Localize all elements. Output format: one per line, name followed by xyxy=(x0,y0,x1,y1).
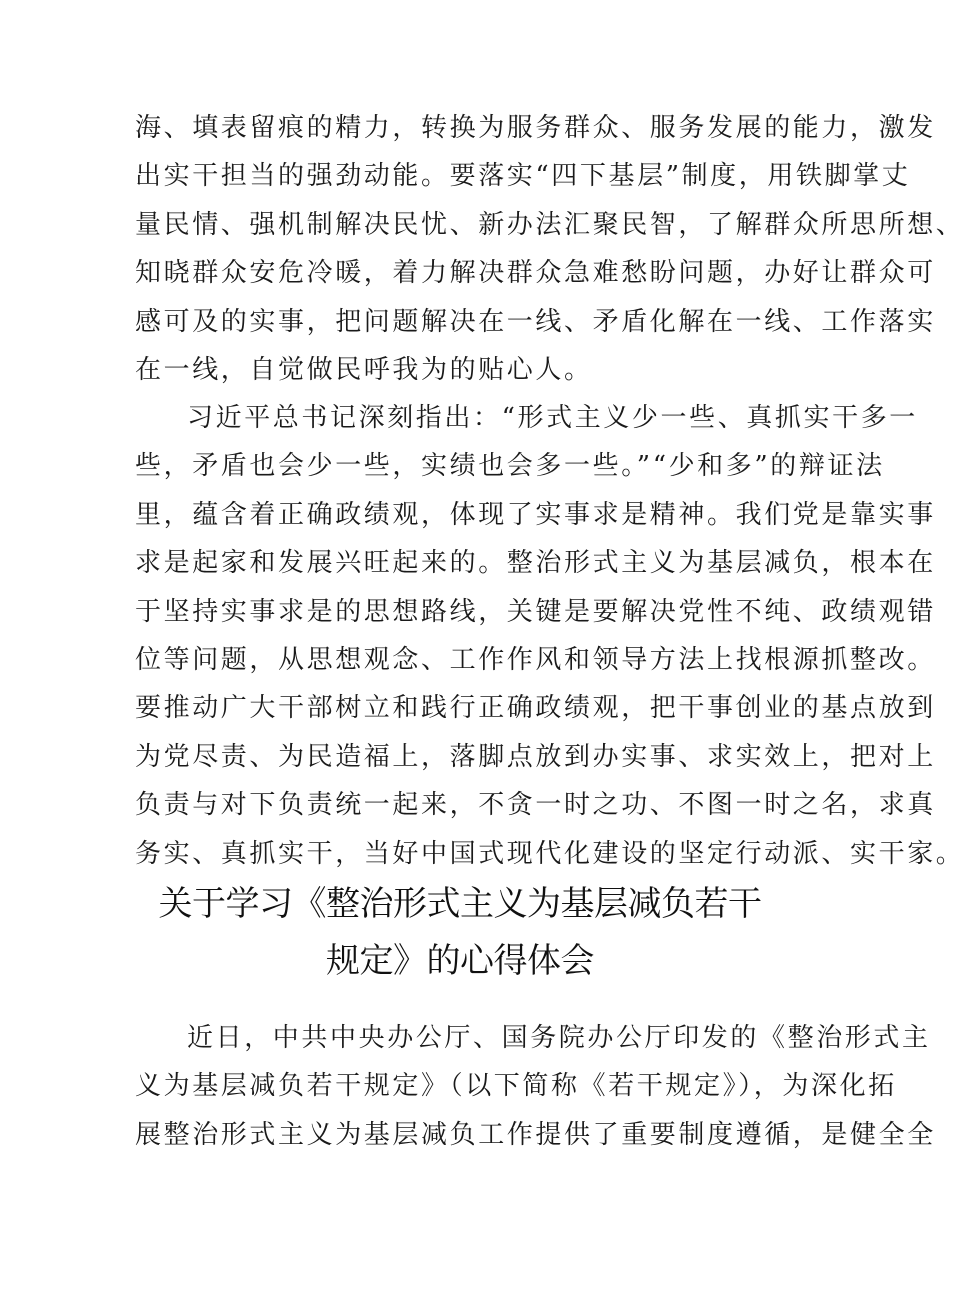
text-line: 知晓群众安危冷暖，着力解决群众急难愁盼问题，办好让群众可 xyxy=(135,258,936,289)
text-line: 负责与对下负责统一起来，不贪一时之功、不图一时之名，求真 xyxy=(135,790,936,821)
text-line: 义为基层减负若干规定》（以下简称《若干规定》），为深化拓 xyxy=(135,1071,897,1102)
text-line: 出实干担当的强劲动能。要落实“四下基层”制度，用铁脚掌丈 xyxy=(135,161,911,192)
text-line: 在一线，自觉做民呼我为的贴心人。 xyxy=(135,354,593,385)
text-line: 务实、真抓实干，当好中国式现代化建设的坚定行动派、实干家。 xyxy=(135,838,964,869)
text-line: 里，蕴含着正确政绩观，体现了实事求是精神。我们党是靠实事 xyxy=(135,499,936,530)
text-line: 海、填表留痕的精力，转换为服务群众、服务发展的能力，激发 xyxy=(135,113,936,143)
text-line: 量民情、强机制解决民忧、新办法汇聚民智，了解群众所思所想、 xyxy=(135,209,964,240)
text-line: 展整治形式主义为基层减负工作提供了重要制度遵循，是健全全 xyxy=(135,1119,936,1150)
text-line: 近日，中共中央办公厅、国务院办公厅印发的《整治形式主 xyxy=(187,1023,931,1053)
text-line: 于坚持实事求是的思想路线，关键是要解决党性不纯、政绩观错 xyxy=(135,596,936,627)
text-line: 习近平总书记深刻指出：“形式主义少一些、真抓实干多一 xyxy=(187,403,918,433)
document-title xyxy=(110,876,810,990)
title-line: 关于学习《整治形式主义为基层减负若干 xyxy=(158,884,762,924)
text-line: 些，矛盾也会少一些，实绩也会多一些。”“少和多”的辩证法 xyxy=(135,451,885,482)
text-line: 位等问题，从思想观念、工作作风和领导方法上找根源抓整改。 xyxy=(135,644,936,675)
text-line: 感可及的实事，把问题解决在一线、矛盾化解在一线、工作落实 xyxy=(135,306,936,337)
paragraph-two xyxy=(135,394,964,878)
title-line: 规定》的心得体会 xyxy=(326,941,594,981)
text-line: 为党尽责、为民造福上，落脚点放到办实事、求实效上，把对上 xyxy=(135,741,936,772)
text-line: 要推动广大干部树立和践行正确政绩观，把干事创业的基点放到 xyxy=(135,693,936,724)
paragraph-continued xyxy=(135,104,964,394)
text-line: 求是起家和发展兴旺起来的。整治形式主义为基层减负，根本在 xyxy=(135,548,936,579)
paragraph-three xyxy=(135,1014,936,1159)
